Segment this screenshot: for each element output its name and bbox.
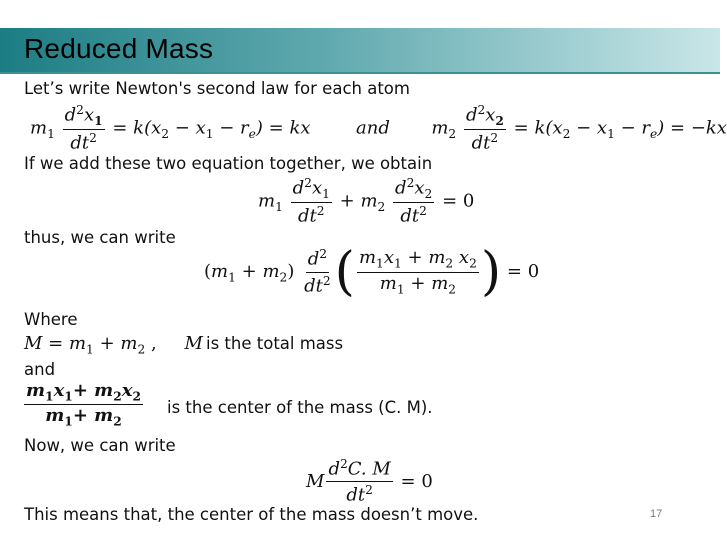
center-of-mass-text: is the center of the mass (C. M). xyxy=(167,398,433,417)
conclusion-text: This means that, the center of the mass doesn’t move. xyxy=(24,505,479,524)
newton-equations: $m_1$ $\frac{d^2x_1}{dt^2}$ = $k(x_2 - x_1 - r_e)$ = kx and $m_2$ $\frac{d^2x_2}{dt^2}$ = $k(x_2 - x_1 - r_e) = -kx$ xyxy=(30,103,727,154)
cm-equation: M $\frac{d^2C. M}{dt^2}$ = 0 xyxy=(306,457,433,507)
total-mass-equation: $M = m_1 + m_2$ , M xyxy=(24,333,203,357)
and-label: and xyxy=(24,360,56,379)
and-word: and xyxy=(356,117,390,139)
thus-text: thus, we can write xyxy=(24,228,176,247)
combined-equation: $(m_1 + m_2)$ $\frac{d^2}{dt^2}$ ( $\frac{m_1x_1 + m_2 x_2}{m_1 + m_2}$ ) = 0 xyxy=(204,242,540,302)
center-of-mass-fraction: $\frac{m_1x_1+ m_2x_2}{m_1+ m_2}$ xyxy=(26,380,141,429)
banner-divider xyxy=(0,72,720,74)
page-number: 17 xyxy=(650,508,663,520)
sum-equation: $m_1$ $\frac{d^2x_1}{dt^2}$ + $m_2$ $\frac{d^2x_2}{dt^2}$ = 0 xyxy=(258,176,475,227)
slide-title: Reduced Mass xyxy=(24,33,214,64)
now-text: Now, we can write xyxy=(24,436,176,455)
total-mass-text: is the total mass xyxy=(206,334,344,353)
where-label: Where xyxy=(24,310,78,329)
sum-text: If we add these two equation together, we obtain xyxy=(24,154,433,173)
intro-text: Let’s write Newton's second law for each atom xyxy=(24,79,410,98)
